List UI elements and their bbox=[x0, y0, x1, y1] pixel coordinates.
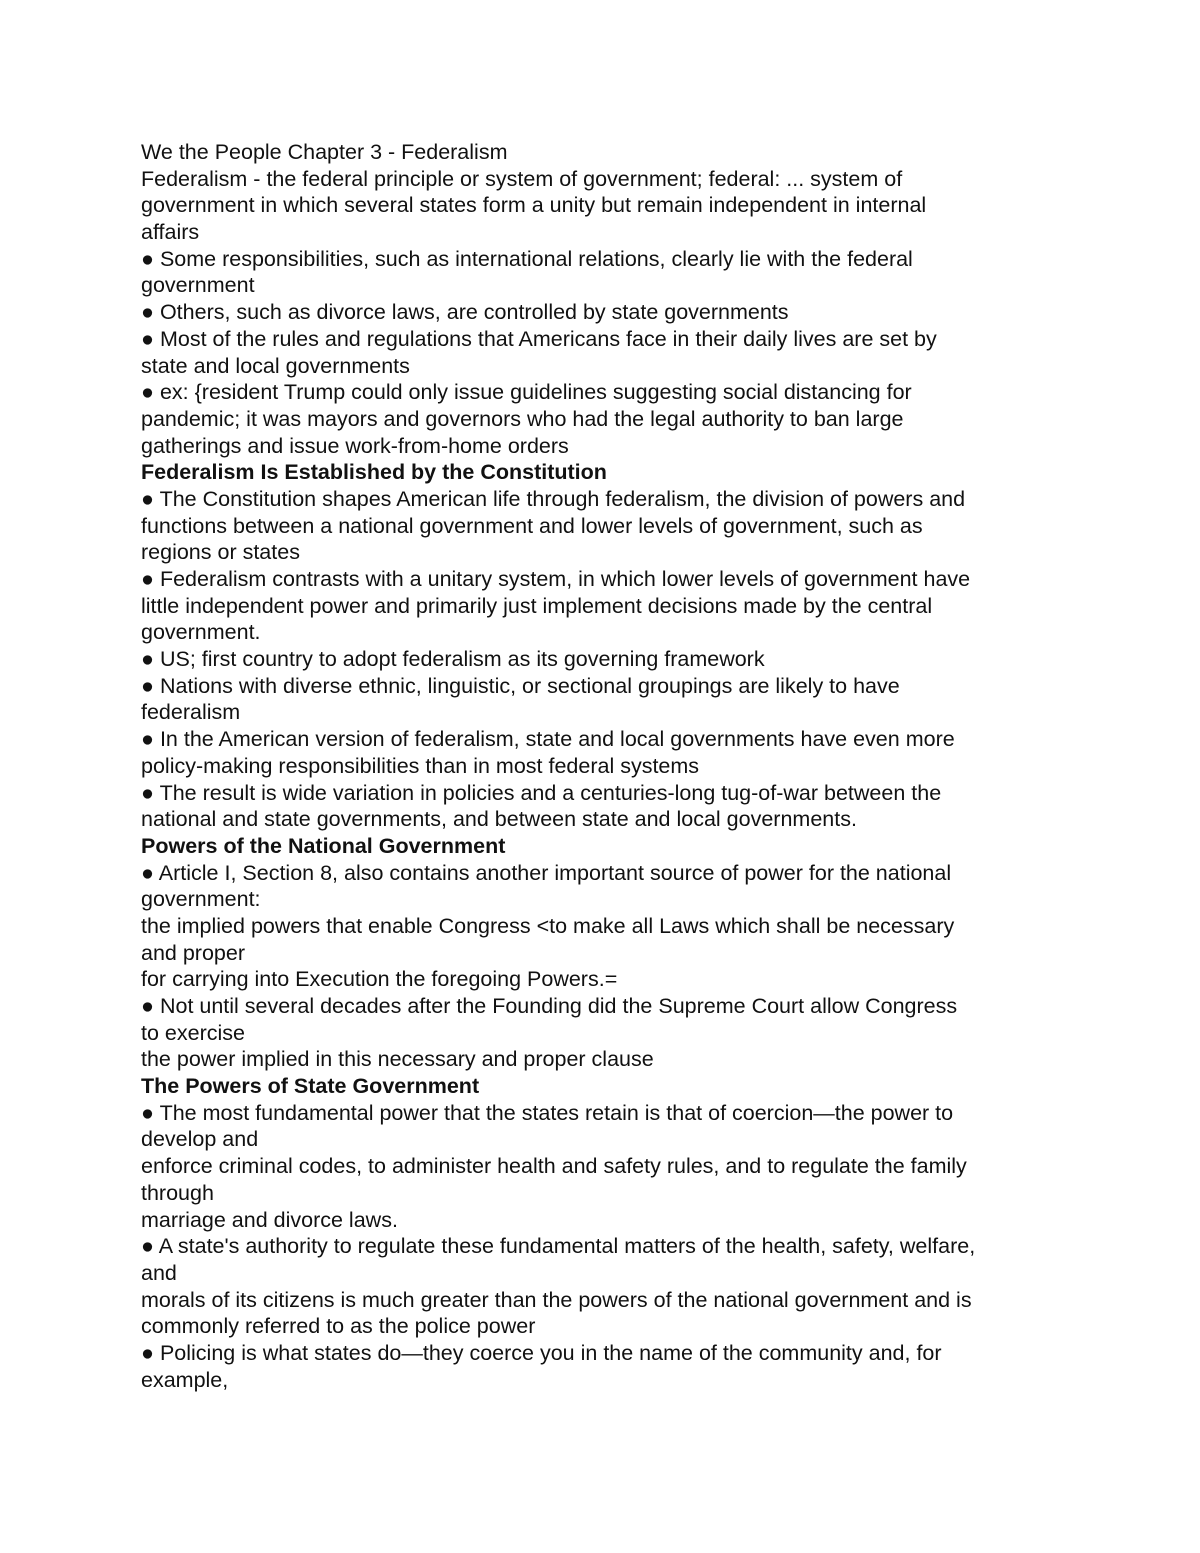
section-heading: The Powers of State Government bbox=[141, 1074, 480, 1099]
text-line: government: bbox=[141, 887, 261, 912]
text-line: government bbox=[141, 273, 255, 298]
text-line: ● Federalism contrasts with a unitary system, in which lower levels of government have bbox=[141, 567, 971, 591]
document-page bbox=[141, 139, 1071, 1393]
text-line: ● A state's authority to regulate these fundamental matters of the health, safety, welfare, bbox=[141, 1234, 976, 1259]
text-line: We the People Chapter 3 - Federalism bbox=[141, 140, 508, 164]
text-line: ● Most of the rules and regulations that Americans face in their daily lives are set by bbox=[141, 326, 937, 351]
text-line: national and state governments, and between state and local governments. bbox=[141, 807, 857, 832]
text-line: ● ex: {resident Trump could only issue guidelines suggesting social distancing for bbox=[141, 380, 912, 405]
text-line: develop and bbox=[141, 1127, 259, 1152]
text-line: to exercise bbox=[141, 1020, 245, 1045]
text-line: for carrying into Execution the foregoing Powers.= bbox=[141, 967, 618, 992]
text-line: ● The Constitution shapes American life through federalism, the division of powers and bbox=[141, 486, 966, 511]
text-line: commonly referred to as the police power bbox=[141, 1314, 536, 1339]
text-line: ● The result is wide variation in policies and a centuries-long tug-of-war between the bbox=[141, 780, 942, 805]
text-line: government. bbox=[141, 620, 261, 645]
text-line: ● US; first country to adopt federalism as its governing framework bbox=[141, 647, 765, 672]
text-line: and proper bbox=[141, 940, 245, 965]
text-line: ● Not until several decades after the Founding did the Supreme Court allow Congress bbox=[141, 994, 958, 1018]
text-line: marriage and divorce laws. bbox=[141, 1207, 398, 1232]
text-line: Federalism - the federal principle or system of government; federal: ... system of bbox=[141, 166, 903, 191]
text-line: ● Some responsibilities, such as international relations, clearly lie with the federal bbox=[141, 246, 913, 271]
text-line: gatherings and issue work-from-home orders bbox=[141, 433, 569, 458]
text-line: enforce criminal codes, to administer health and safety rules, and to regulate the family bbox=[141, 1154, 967, 1179]
text-line: ● Policing is what states do—they coerce you in the name of the community and, for bbox=[141, 1340, 942, 1365]
text-line: through bbox=[141, 1180, 214, 1205]
section-heading: Powers of the National Government bbox=[141, 833, 506, 858]
text-line: the power implied in this necessary and proper clause bbox=[141, 1047, 654, 1072]
text-line: the implied powers that enable Congress <to make all Laws which shall be necessary bbox=[141, 913, 955, 938]
text-line: regions or states bbox=[141, 540, 300, 565]
text-line: federalism bbox=[141, 700, 241, 725]
text-line: ● In the American version of federalism, state and local governments have even more bbox=[141, 727, 955, 752]
text-line: ● Nations with diverse ethnic, linguistic, or sectional groupings are likely to have bbox=[141, 673, 900, 698]
section-heading: Federalism Is Established by the Constitution bbox=[141, 460, 607, 485]
text-line: little independent power and primarily just implement decisions made by the central bbox=[141, 593, 933, 618]
text-line: state and local governments bbox=[141, 353, 410, 378]
text-line: policy-making responsibilities than in most federal systems bbox=[141, 753, 700, 778]
text-line: ● The most fundamental power that the states retain is that of coercion—the power to bbox=[141, 1100, 954, 1125]
text-line: morals of its citizens is much greater than the powers of the national government and is bbox=[141, 1287, 972, 1312]
text-line: example, bbox=[141, 1367, 229, 1392]
text-line: functions between a national government and lower levels of government, such as bbox=[141, 513, 923, 538]
text-line: and bbox=[141, 1260, 177, 1285]
text-line: government in which several states form a unity but remain independent in internal bbox=[141, 193, 927, 218]
text-line: pandemic; it was mayors and governors who had the legal authority to ban large bbox=[141, 406, 904, 431]
text-line: ● Article I, Section 8, also contains another important source of power for the national bbox=[141, 860, 952, 885]
text-line: ● Others, such as divorce laws, are controlled by state governments bbox=[141, 300, 789, 325]
text-line: affairs bbox=[141, 220, 200, 245]
